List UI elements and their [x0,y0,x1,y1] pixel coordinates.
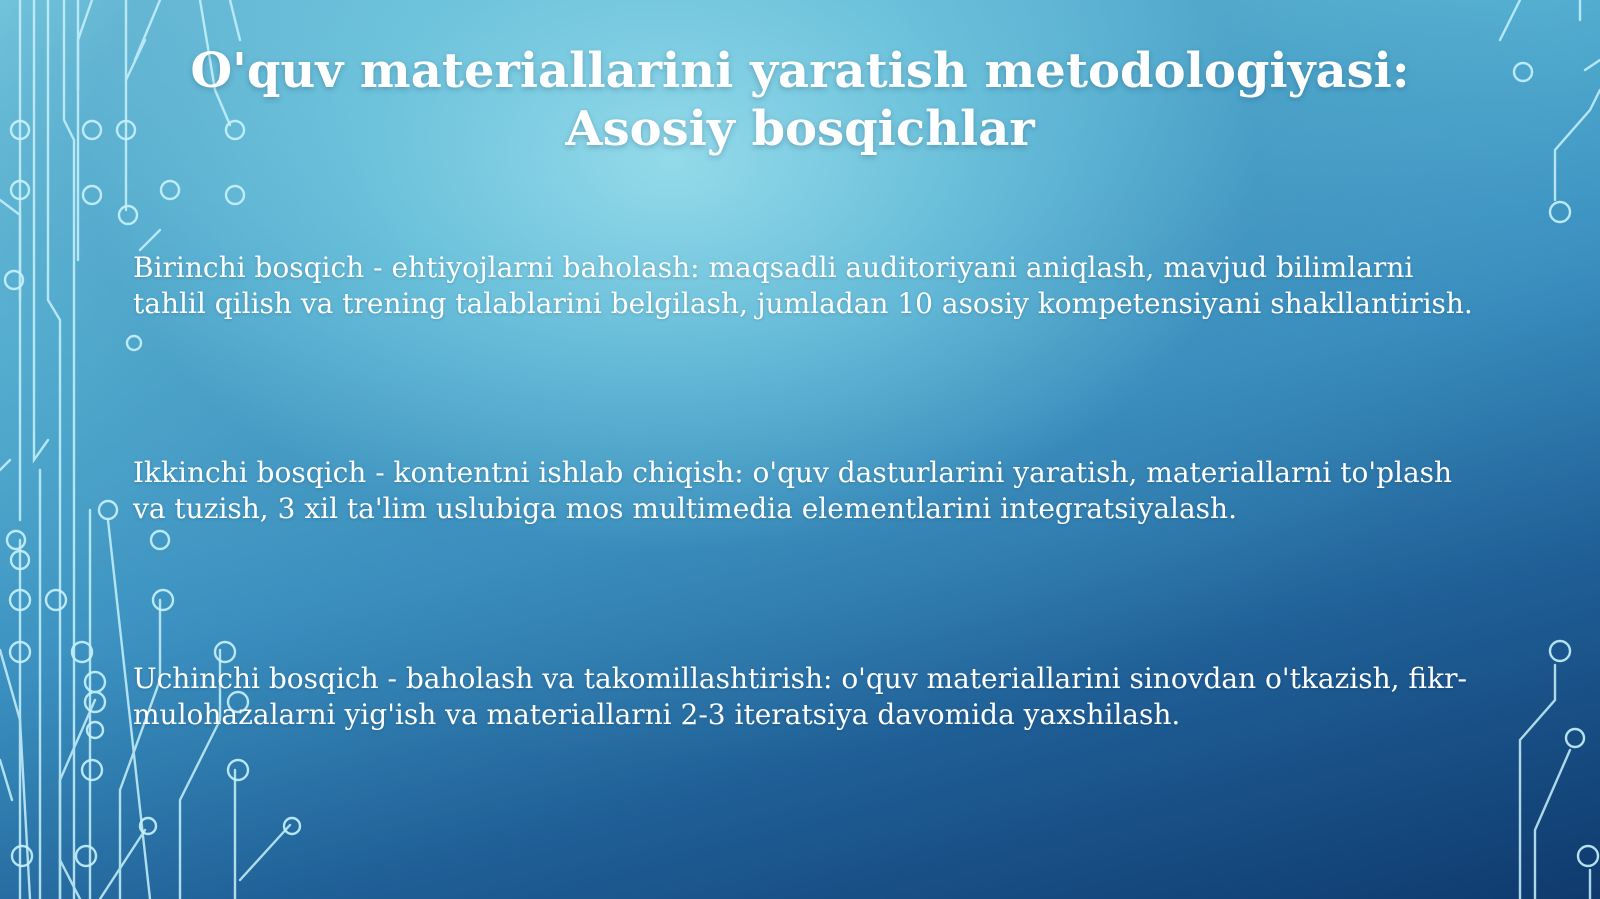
slide-title: O'quv materiallarini yaratish metodologiyasi: Asosiy bosqichlar [190,43,1410,157]
paragraph-stage-1: Birinchi bosqich - ehtiyojlarni baholash: maqsadli auditoriyani aniqlash, mavjud bilimlarni tahlil qilish va trening talablarini belgilash, jumladan 10 asosiy kompetensiyani shakllantirish. [133,251,1473,320]
paragraph-stage-3: Uchinchi bosqich - baholash va takomillashtirish: o'quv materiallarini sinovdan o'tkazish, fikr-mulohazalarni yig'ish va materiallarni 2-3 iteratsiya davomida yaxshilash. [133,662,1467,731]
paragraph-stage-2: Ikkinchi bosqich - kontentni ishlab chiqish: o'quv dasturlarini yaratish, materiallarni to'plash va tuzish, 3 xil ta'lim uslubiga mos multimedia elementlarini integratsiyalash. [133,456,1453,525]
